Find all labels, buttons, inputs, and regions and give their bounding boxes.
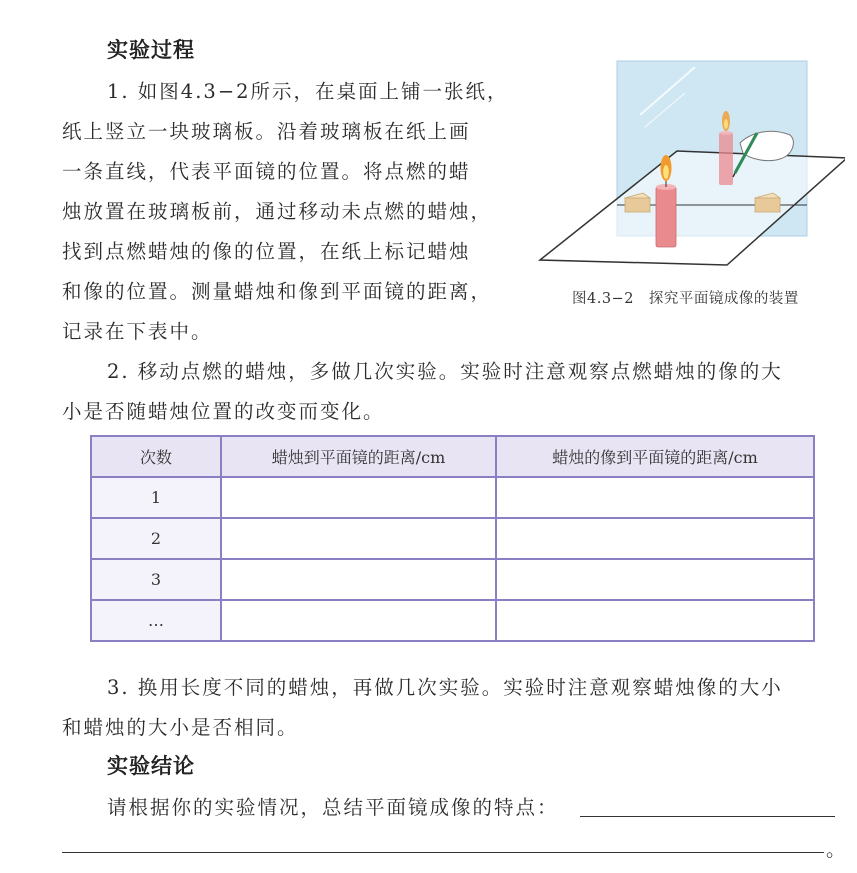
- step1-line-6: 和像的位置。测量蜡烛和像到平面镜的距离，: [62, 280, 493, 303]
- image-distance-cell[interactable]: [496, 559, 814, 600]
- row-label: 3: [91, 559, 221, 600]
- record-table: [90, 435, 815, 642]
- step1-line-2: 纸上竖立一块玻璃板。沿着玻璃板在纸上画: [62, 120, 471, 143]
- header-image-distance: 蜡烛的像到平面镜的距离/cm: [496, 436, 814, 477]
- image-distance-cell[interactable]: [496, 600, 814, 641]
- figure-caption: 图4.3−2 探究平面镜成像的装置: [572, 291, 799, 307]
- table-header-row: [91, 436, 814, 477]
- conclusion-answer-blank-2[interactable]: [62, 852, 824, 853]
- conclusion-end-mark: 。: [826, 838, 848, 861]
- candle-distance-cell[interactable]: [221, 600, 496, 641]
- row-label: …: [91, 600, 221, 641]
- candle-distance-cell[interactable]: [221, 518, 496, 559]
- section-heading-process: 实验过程: [107, 37, 195, 62]
- row-label: 2: [91, 518, 221, 559]
- row-label: 1: [91, 477, 221, 518]
- table-row: [91, 559, 814, 600]
- conclusion-prompt: 请根据你的实验情况，总结平面镜成像的特点：: [107, 796, 559, 819]
- step2-line-2: 小是否随蜡烛位置的改变而变化。: [62, 400, 385, 423]
- step1-line-3: 一条直线，代表平面镜的位置。将点燃的蜡: [62, 160, 471, 183]
- image-distance-cell[interactable]: [496, 518, 814, 559]
- step1-line-1: 1. 如图4.3−2所示，在桌面上铺一张纸，: [107, 80, 509, 103]
- header-trial-number: 次数: [91, 436, 221, 477]
- image-distance-cell[interactable]: [496, 477, 814, 518]
- step3-line-1: 3. 换用长度不同的蜡烛，再做几次实验。实验时注意观察蜡烛像的大小: [107, 676, 783, 699]
- table-row: [91, 477, 814, 518]
- candle-distance-cell[interactable]: [221, 477, 496, 518]
- mirror-experiment-figure: [535, 55, 845, 270]
- step1-line-7: 记录在下表中。: [62, 320, 213, 343]
- section-heading-conclusion: 实验结论: [107, 753, 195, 778]
- step1-line-5: 找到点燃蜡烛的像的位置，在纸上标记蜡烛: [62, 240, 471, 263]
- candle-distance-cell[interactable]: [221, 559, 496, 600]
- step2-line-1: 2. 移动点燃的蜡烛，多做几次实验。实验时注意观察点燃蜡烛的像的大: [107, 360, 783, 383]
- mirror-setup-illustration: [535, 55, 845, 270]
- conclusion-answer-blank-1[interactable]: [580, 816, 835, 817]
- header-candle-distance: 蜡烛到平面镜的距离/cm: [221, 436, 496, 477]
- table-row: [91, 600, 814, 641]
- table-row: [91, 518, 814, 559]
- step1-line-4: 烛放置在玻璃板前，通过移动未点燃的蜡烛，: [62, 200, 493, 223]
- step3-line-2: 和蜡烛的大小是否相同。: [62, 716, 299, 739]
